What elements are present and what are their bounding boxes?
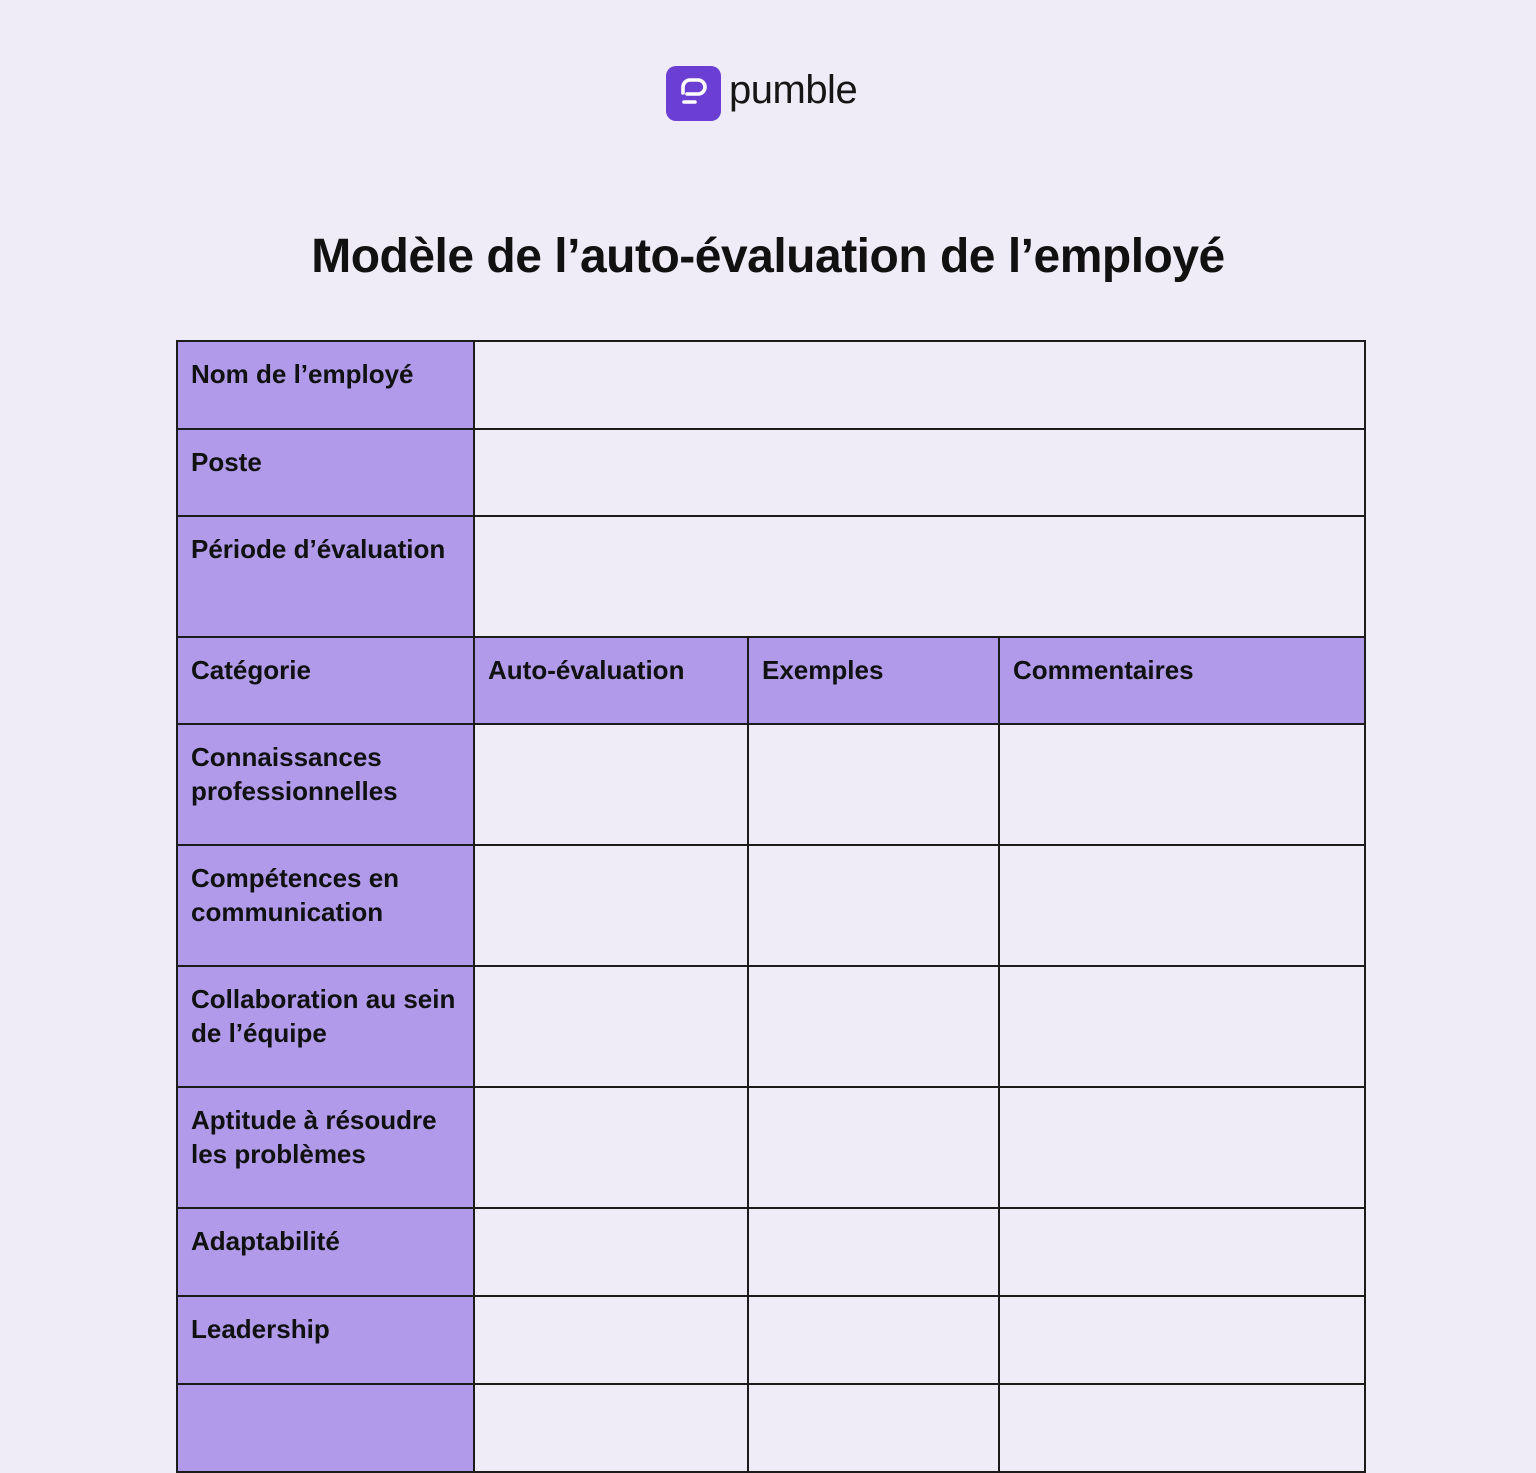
column-header-examples: Exemples — [748, 637, 999, 724]
category-row — [177, 966, 1365, 1087]
examples-cell[interactable] — [748, 1087, 999, 1208]
pumble-logo — [666, 65, 857, 121]
comments-cell[interactable] — [999, 724, 1365, 845]
logo-wordmark: pumble — [729, 68, 858, 112]
self-evaluation-cell[interactable] — [474, 724, 748, 845]
category-row — [177, 1087, 1365, 1208]
category-label: Leadership — [177, 1296, 474, 1384]
page-title: Modèle de l’auto-évaluation de l’employé — [311, 230, 1225, 283]
category-row-partial — [177, 1384, 1365, 1472]
self-evaluation-cell[interactable] — [474, 1384, 748, 1472]
employee-name-label: Nom de l’employé — [177, 341, 474, 429]
column-header-self-evaluation: Auto-évaluation — [474, 637, 748, 724]
pumble-chat-bubble-icon — [666, 66, 721, 121]
category-label: Adaptabilité — [177, 1208, 474, 1296]
examples-cell[interactable] — [748, 845, 999, 966]
category-label: Connaissances professionnelles — [177, 724, 474, 845]
category-label — [177, 1384, 474, 1472]
info-row-evaluation-period — [177, 516, 1365, 637]
position-field[interactable] — [474, 429, 1365, 516]
info-row-position — [177, 429, 1365, 516]
comments-cell[interactable] — [999, 1208, 1365, 1296]
self-evaluation-cell[interactable] — [474, 1087, 748, 1208]
column-header-comments: Commentaires — [999, 637, 1365, 724]
comments-cell[interactable] — [999, 1296, 1365, 1384]
self-evaluation-cell[interactable] — [474, 845, 748, 966]
comments-cell[interactable] — [999, 845, 1365, 966]
examples-cell[interactable] — [748, 1296, 999, 1384]
self-evaluation-cell[interactable] — [474, 1208, 748, 1296]
category-label: Aptitude à résoudre les problèmes — [177, 1087, 474, 1208]
examples-cell[interactable] — [748, 724, 999, 845]
comments-cell[interactable] — [999, 966, 1365, 1087]
examples-cell[interactable] — [748, 1384, 999, 1472]
position-label: Poste — [177, 429, 474, 516]
category-row — [177, 724, 1365, 845]
category-row — [177, 1296, 1365, 1384]
column-header-row — [177, 637, 1365, 724]
evaluation-period-label: Période d’évaluation — [177, 516, 474, 637]
self-evaluation-cell[interactable] — [474, 966, 748, 1087]
comments-cell[interactable] — [999, 1384, 1365, 1472]
info-row-employee-name — [177, 341, 1365, 429]
examples-cell[interactable] — [748, 966, 999, 1087]
self-evaluation-table — [176, 340, 1366, 1473]
category-row — [177, 1208, 1365, 1296]
self-evaluation-cell[interactable] — [474, 1296, 748, 1384]
employee-name-field[interactable] — [474, 341, 1365, 429]
category-label: Compétences en communication — [177, 845, 474, 966]
category-row — [177, 845, 1365, 966]
category-label: Collaboration au sein de l’équipe — [177, 966, 474, 1087]
examples-cell[interactable] — [748, 1208, 999, 1296]
column-header-category: Catégorie — [177, 637, 474, 724]
evaluation-period-field[interactable] — [474, 516, 1365, 637]
comments-cell[interactable] — [999, 1087, 1365, 1208]
